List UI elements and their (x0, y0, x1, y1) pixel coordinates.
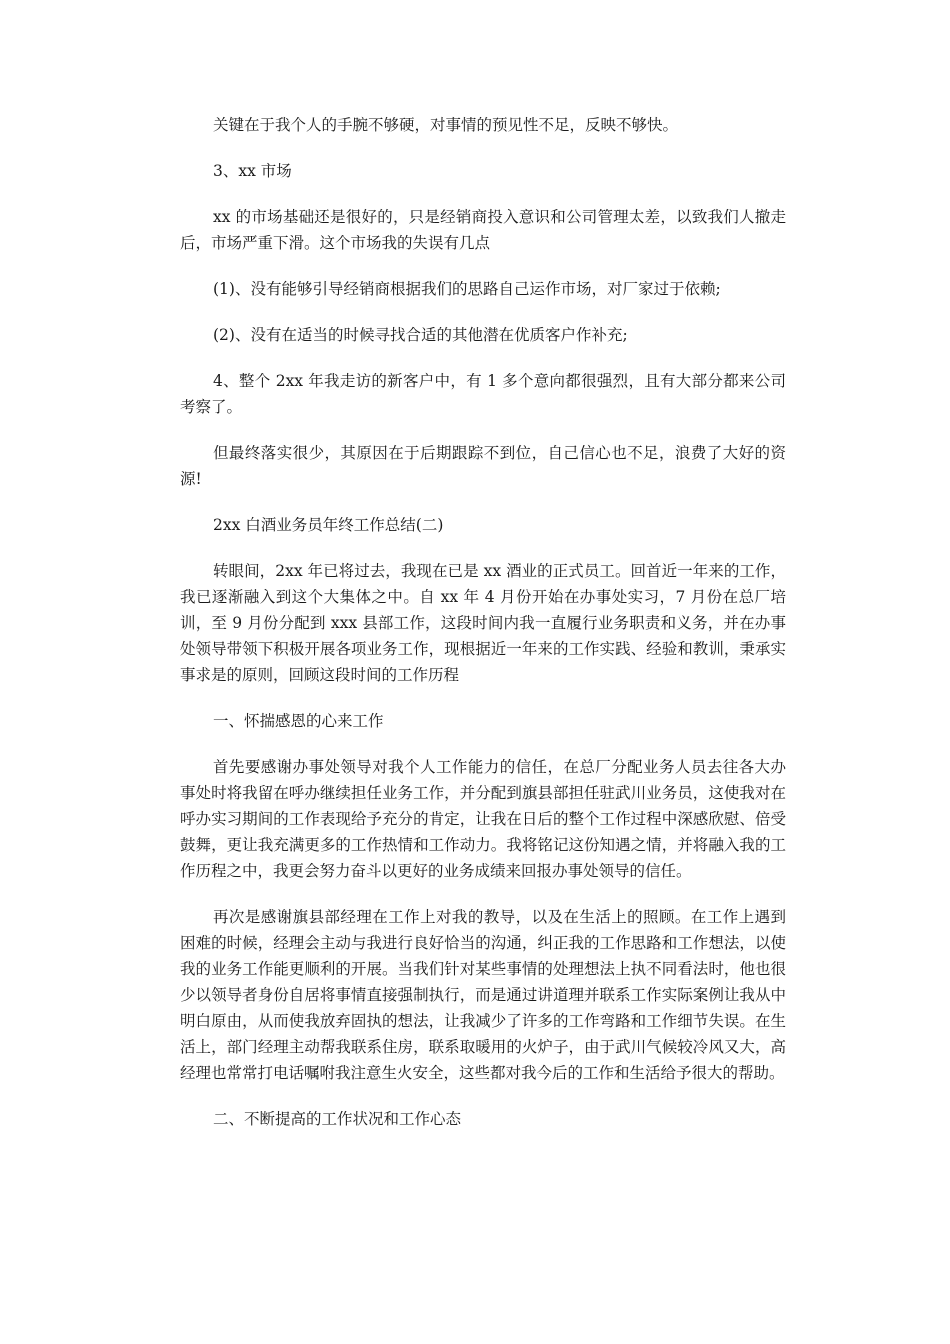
paragraph: 再次是感谢旗县部经理在工作上对我的教导，以及在生活上的照顾。在工作上遇到困难的时候，经理会主动与我进行良好恰当的沟通，纠正我的工作思路和工作想法，以使我的业务工作能更顺利的开展。当我们针对某些事情的处理想法上执不同看法时，他也很少以领导者身份自居将事情直接强制执行，而是通过讲道理并联系工作实际案例让我从中明白原由，从而使我放弃固执的想法，让我减少了许多的工作弯路和工作细节失误。在生活上，部门经理主动帮我联系住房，联系取暖用的火炉子，由于武川气候较冷风又大，高经理也常常打电话嘱咐我注意生火安全，这些都对我今后的工作和生活给予很大的帮助。 (180, 908, 786, 1082)
section-heading: 二、不断提高的工作状况和工作心态 (213, 1110, 462, 1128)
document-title: 2xx 白酒业务员年终工作总结(二) (213, 516, 444, 534)
paragraph: 转眼间，2xx 年已将过去，我现在已是 xx 酒业的正式员工。回首近一年来的工作，我已逐渐融入到这个大集体之中。自 xx 年 4 月份开始在办事处实习，7 月份在总厂培训，至 9 月份分配到 xxx 县部工作，这段时间内我一直履行业务职责和义务，并在办事处领导带领下积极开展各项业务工作，现根据近一年来的工作实践、经验和教训，秉承实事求是的原则，回顾这段时间的工作历程 (180, 562, 786, 684)
list-item: (1)、没有能够引导经销商根据我们的思路自己运作市场，对厂家过于依赖; (213, 280, 721, 298)
paragraph: xx 的市场基础还是很好的，只是经销商投入意识和公司管理太差，以致我们人撤走后，市场严重下滑。这个市场我的失误有几点 (180, 208, 786, 252)
paragraph: 首先要感谢办事处领导对我个人工作能力的信任，在总厂分配业务人员去往各大办事处时将我留在呼办继续担任业务工作，并分配到旗县部担任驻武川业务员，这使我对在呼办实习期间的工作表现给予充分的肯定，让我在日后的整个工作过程中深感欣慰、倍受鼓舞，更让我充满更多的工作热情和工作动力。我将铭记这份知遇之情，并将融入我的工作历程之中，我更会努力奋斗以更好的业务成绩来回报办事处领导的信任。 (180, 758, 786, 880)
paragraph: 关键在于我个人的手腕不够硬，对事情的预见性不足，反映不够快。 (213, 116, 679, 134)
paragraph: 4、整个 2xx 年我走访的新客户中，有 1 多个意向都很强烈，且有大部分都来公司考察了。 (180, 372, 786, 416)
document-body (180, 112, 786, 1152)
section-heading: 一、怀揣感恩的心来工作 (213, 712, 384, 730)
paragraph: 但最终落实很少，其原因在于后期跟踪不到位，自己信心也不足，浪费了大好的资源! (180, 444, 786, 488)
list-item: (2)、没有在适当的时候寻找合适的其他潜在优质客户作补充; (213, 326, 628, 344)
section-heading: 3、xx 市场 (213, 162, 292, 180)
